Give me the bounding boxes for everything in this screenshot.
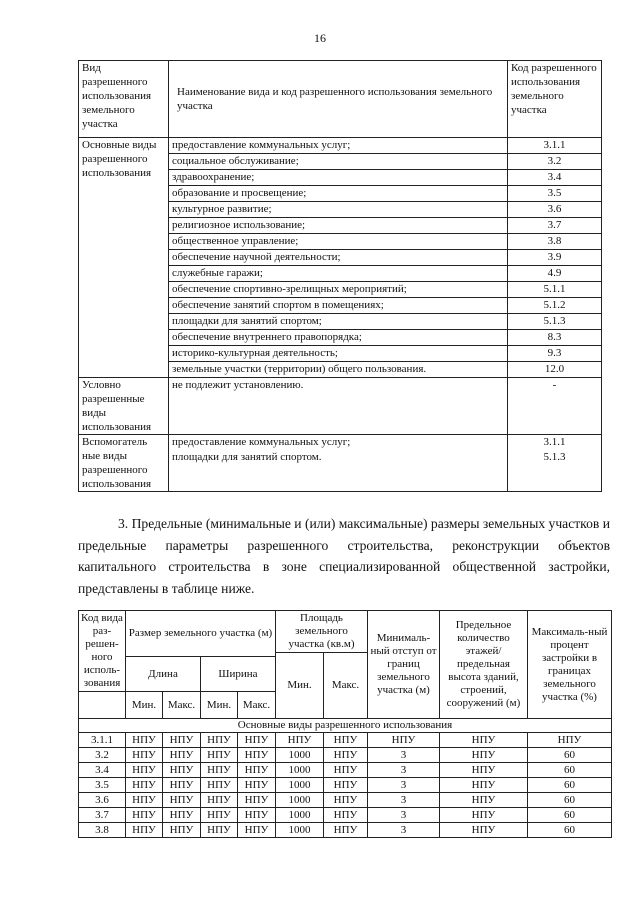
table-cell: НПУ — [440, 823, 528, 838]
table-cell: 1000 — [276, 748, 324, 763]
header-area: Площадь земельного участка (кв.м) — [276, 611, 368, 653]
header-coverage: Максималь-ный процент застройки в границах земельного участка (%) — [528, 611, 612, 719]
use-code: 12.0 — [544, 363, 565, 375]
table-cell: НПУ — [440, 778, 528, 793]
table-cell: НПУ — [201, 763, 238, 778]
table-cell: НПУ — [201, 733, 238, 748]
table-row — [79, 778, 612, 793]
paragraph-3: 3. Предельные (минимальные и (или) максимальные) размеры земельных участков и предельные параметры разрешенного строительства, реконструкции объектов капитального строительства в зоне специализированной общественной застройки, представлены в таблице ниже. — [78, 516, 610, 596]
table-cell: НПУ — [163, 793, 201, 808]
table-cell: НПУ — [324, 748, 368, 763]
table-row — [79, 748, 612, 763]
table-cell: 3.7 — [79, 808, 126, 823]
table-cell: 60 — [528, 823, 612, 838]
land-use-group — [79, 435, 602, 492]
parameter-rows — [79, 733, 612, 838]
use-name: предоставление коммунальных услуг; — [169, 138, 507, 154]
table-cell: НПУ — [440, 793, 528, 808]
table-cell: НПУ — [368, 733, 440, 748]
table-cell: 60 — [528, 793, 612, 808]
group-label: Вспомогатель ные виды разрешенного использования — [79, 435, 169, 492]
use-code: 3.1.1 — [508, 138, 601, 154]
table-cell: НПУ — [126, 778, 163, 793]
table-cell: 3 — [368, 823, 440, 838]
header-width-min: Мин. — [201, 692, 238, 719]
table-row — [79, 793, 612, 808]
use-name: обеспечение спортивно-зрелищных мероприятий; — [169, 282, 507, 298]
group-codes — [508, 435, 602, 492]
group-label: Условно разрешенные виды использования — [79, 378, 169, 435]
use-name: здравоохранение; — [169, 170, 507, 186]
table-cell: 1000 — [276, 763, 324, 778]
group-items — [169, 378, 508, 435]
header-code-tail — [79, 692, 126, 719]
table-cell: 1000 — [276, 778, 324, 793]
header-width-max: Макс. — [238, 692, 276, 719]
table-cell: НПУ — [201, 808, 238, 823]
table-cell: НПУ — [201, 778, 238, 793]
use-code: 3.8 — [508, 234, 601, 250]
table-cell: 3 — [368, 748, 440, 763]
header-floors: Предельное количество этажей/ предельная высота зданий, строений, сооружений (м) — [440, 611, 528, 719]
table-cell: 3 — [368, 808, 440, 823]
table-cell: НПУ — [324, 823, 368, 838]
land-use-groups — [79, 138, 602, 492]
section-title: Основные виды разрешенного использования — [79, 719, 612, 733]
use-code: 5.1.1 — [508, 282, 601, 298]
table-cell: НПУ — [528, 733, 612, 748]
table-cell: НПУ — [126, 823, 163, 838]
table-cell: НПУ — [163, 808, 201, 823]
table-row — [79, 808, 612, 823]
header-code: Код вида раз-решен-ного исполь-зования — [79, 611, 126, 692]
use-name: образование и просвещение; — [169, 186, 507, 202]
use-code: - — [552, 379, 557, 391]
table-cell: НПУ — [163, 823, 201, 838]
header-size: Размер земельного участка (м) — [126, 611, 276, 657]
land-use-group — [79, 378, 602, 435]
table-row — [79, 823, 612, 838]
table-cell: 3 — [368, 778, 440, 793]
use-name: площадки для занятий спортом. — [172, 451, 322, 463]
table-cell: НПУ — [238, 823, 276, 838]
table-cell: 1000 — [276, 793, 324, 808]
table-row — [79, 763, 612, 778]
group-items — [169, 435, 508, 492]
table-cell: 3.8 — [79, 823, 126, 838]
table-cell: 3.4 — [79, 763, 126, 778]
table-cell: НПУ — [238, 763, 276, 778]
table-cell: НПУ — [201, 823, 238, 838]
use-code: 4.9 — [508, 266, 601, 282]
table-cell: 60 — [528, 778, 612, 793]
table-cell: НПУ — [163, 763, 201, 778]
table-cell: 3.2 — [79, 748, 126, 763]
header-name: Наименование вида и код разрешенного использования земельного участка — [169, 61, 508, 138]
table-cell: НПУ — [238, 748, 276, 763]
table-cell: НПУ — [238, 808, 276, 823]
land-use-group — [79, 138, 602, 378]
use-name: площадки для занятий спортом; — [169, 314, 507, 330]
table-cell: 1000 — [276, 823, 324, 838]
table-cell: 3 — [368, 763, 440, 778]
use-code: 3.9 — [508, 250, 601, 266]
use-name: предоставление коммунальных услуг; — [172, 436, 351, 448]
table-cell: НПУ — [163, 733, 201, 748]
use-name: служебные гаражи; — [169, 266, 507, 282]
table-cell: НПУ — [324, 763, 368, 778]
use-name: общественное управление; — [169, 234, 507, 250]
header-code: Код разрешенного использования земельного участка — [508, 61, 602, 138]
use-code: 3.4 — [508, 170, 601, 186]
table-cell: НПУ — [276, 733, 324, 748]
use-name: не подлежит установлению. — [172, 379, 304, 391]
group-items — [169, 138, 508, 378]
table-cell: НПУ — [440, 748, 528, 763]
table-cell: НПУ — [324, 778, 368, 793]
table-cell: НПУ — [440, 733, 528, 748]
land-use-types-table — [78, 60, 602, 492]
use-code: 5.1.2 — [508, 298, 601, 314]
use-name: историко-культурная деятельность; — [169, 346, 507, 362]
use-code: 3.2 — [508, 154, 601, 170]
table-cell: НПУ — [440, 763, 528, 778]
use-name: культурное развитие; — [169, 202, 507, 218]
table-cell: НПУ — [324, 793, 368, 808]
use-code: 3.1.1 — [543, 436, 566, 448]
table-cell: 60 — [528, 808, 612, 823]
header-width: Ширина — [201, 657, 276, 692]
group-codes — [508, 138, 602, 378]
table-cell: НПУ — [126, 793, 163, 808]
header-setback: Минималь-ный отступ от границ земельного участка (м) — [368, 611, 440, 719]
table-cell: НПУ — [201, 793, 238, 808]
table-cell: 3.5 — [79, 778, 126, 793]
use-name: социальное обслуживание; — [169, 154, 507, 170]
use-code: 5.1.3 — [543, 451, 566, 463]
use-name: обеспечение научной деятельности; — [169, 250, 507, 266]
group-label: Основные виды разрешенного использования — [79, 138, 169, 378]
table-cell: НПУ — [324, 808, 368, 823]
group-codes — [508, 378, 602, 435]
table-cell: НПУ — [126, 733, 163, 748]
use-code: 3.6 — [508, 202, 601, 218]
table-cell: НПУ — [163, 778, 201, 793]
table-cell: НПУ — [163, 748, 201, 763]
use-code: 5.1.3 — [508, 314, 601, 330]
header-length: Длина — [126, 657, 201, 692]
table-cell: НПУ — [238, 733, 276, 748]
parameters-table — [78, 610, 612, 838]
table-cell: 60 — [528, 763, 612, 778]
use-code: 8.3 — [508, 330, 601, 346]
page-number: 16 — [314, 31, 326, 45]
header-area-max: Макс. — [324, 653, 368, 719]
header-area-min: Мин. — [276, 653, 324, 719]
use-name: обеспечение внутреннего правопорядка; — [169, 330, 507, 346]
header-length-max: Макс. — [163, 692, 201, 719]
table-cell: 3.6 — [79, 793, 126, 808]
header-length-min: Мин. — [126, 692, 163, 719]
table-cell: 3 — [368, 793, 440, 808]
use-code: 9.3 — [508, 346, 601, 362]
table-cell: НПУ — [126, 763, 163, 778]
table-row — [79, 733, 612, 748]
table-cell: 1000 — [276, 808, 324, 823]
use-name: обеспечение занятий спортом в помещениях; — [169, 298, 507, 314]
table-cell: НПУ — [440, 808, 528, 823]
table-cell: НПУ — [201, 748, 238, 763]
table-cell: НПУ — [324, 733, 368, 748]
table-cell: НПУ — [238, 778, 276, 793]
table-cell: НПУ — [238, 793, 276, 808]
table-cell: 60 — [528, 748, 612, 763]
use-code: 3.7 — [508, 218, 601, 234]
table-cell: НПУ — [126, 748, 163, 763]
table-cell: 3.1.1 — [79, 733, 126, 748]
use-name: религиозное использование; — [169, 218, 507, 234]
use-code: 3.5 — [508, 186, 601, 202]
use-name: земельные участки (территории) общего пользования. — [172, 363, 427, 375]
header-type: Вид разрешенного использования земельного участка — [79, 61, 169, 138]
table-cell: НПУ — [126, 808, 163, 823]
